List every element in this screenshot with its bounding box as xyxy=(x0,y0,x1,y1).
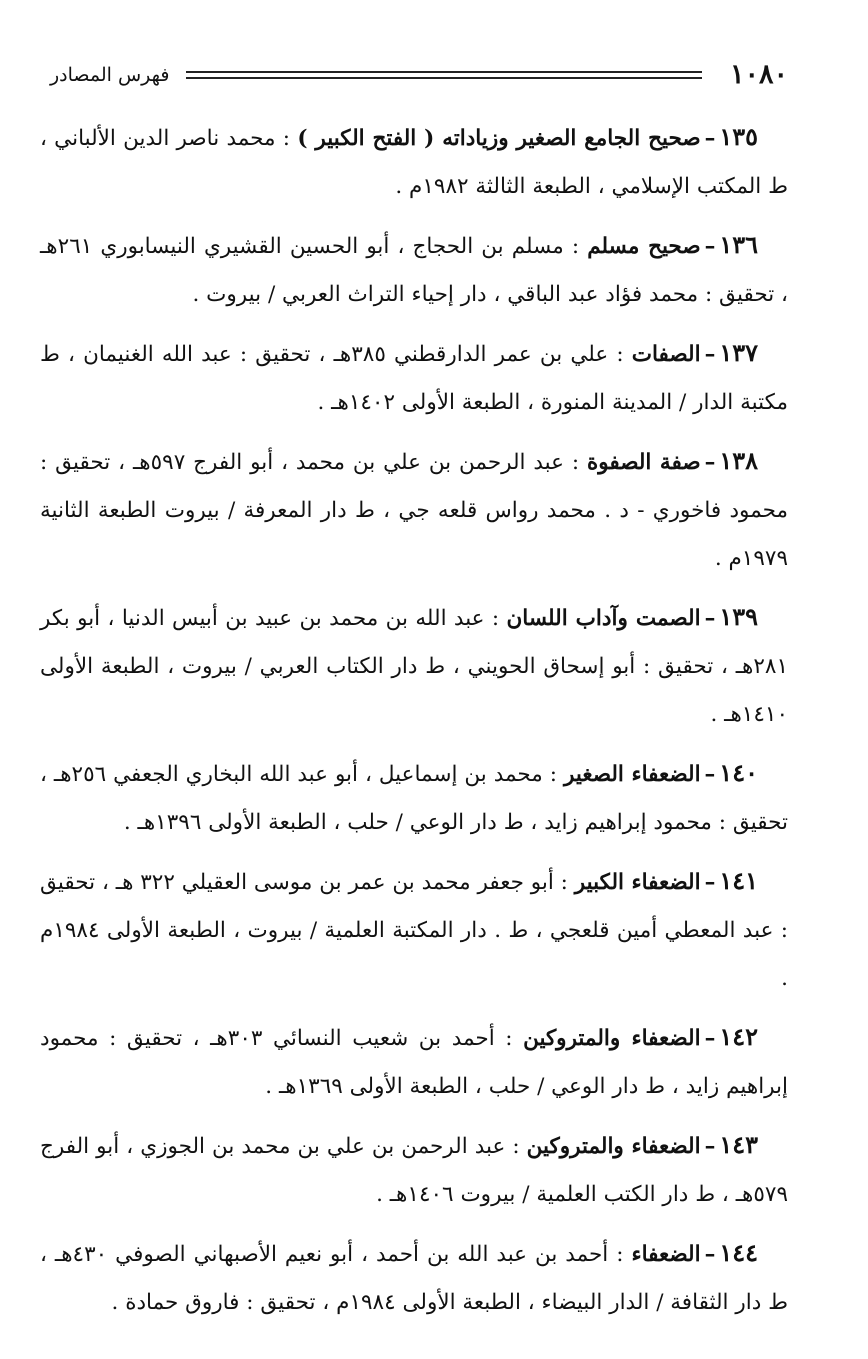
entry-title: صحيح مسلم xyxy=(587,234,701,259)
bibliography-entry xyxy=(40,1229,788,1327)
entry-body: : أبو جعفر محمد بن عمر بن موسى العقيلي ٣٢٢ هـ ، تحقيق : عبد المعطي أمين قلعجي ، ط . دار المكتبة العلمية / بيروت ، الطبعة الأولى ١٩٨٤م . xyxy=(40,870,788,991)
bibliography-entry xyxy=(40,329,788,427)
entry-dash: – xyxy=(704,1134,716,1159)
bibliography-list xyxy=(40,113,788,1337)
entry-number: ١٣٨ xyxy=(719,446,759,475)
entry-body: : أحمد بن شعيب النسائي ٣٠٣هـ ، تحقيق : محمود إبراهيم زايد ، ط دار الوعي / حلب ، الطبعة الأولى ١٣٦٩هـ . xyxy=(40,1026,788,1099)
entry-body: : عبد الرحمن بن علي بن محمد بن الجوزي ، أبو الفرج ٥٧٩هـ ، ط دار الكتب العلمية / بيروت ١٤٠٦هـ . xyxy=(40,1134,788,1207)
entry-number: ١٣٦ xyxy=(719,230,758,259)
entry-number: ١٤١ xyxy=(719,866,758,895)
entry-number: ١٤٣ xyxy=(719,1130,759,1159)
entry-title: الضعفاء والمتروكين xyxy=(523,1026,701,1051)
entry-dash: – xyxy=(704,450,716,475)
entry-dash: – xyxy=(704,342,716,367)
bibliography-entry xyxy=(40,1013,788,1111)
entry-dash: – xyxy=(704,762,716,787)
entry-title: الضعفاء xyxy=(631,1242,701,1267)
page-number: ١٠٨٠ xyxy=(729,59,788,90)
entry-title: الضعفاء الكبير xyxy=(574,870,701,895)
entry-body: : علي بن عمر الدارقطني ٣٨٥هـ ، تحقيق : عبد الله الغنيمان ، ط مكتبة الدار / المدينة المنورة ، الطبعة الأولى ١٤٠٢هـ . xyxy=(40,342,788,415)
entry-title: الصمت وآداب اللسان xyxy=(506,606,701,631)
page-header xyxy=(50,58,788,92)
bibliography-entry xyxy=(40,113,788,211)
entry-title: صفة الصفوة xyxy=(586,450,701,475)
entry-number: ١٤٢ xyxy=(719,1022,758,1051)
entry-number: ١٣٩ xyxy=(719,602,758,631)
entry-title: الضعفاء والمتروكين xyxy=(526,1134,701,1159)
entry-number: ١٤٠ xyxy=(719,758,758,787)
entry-number: ١٣٥ xyxy=(719,122,759,151)
entry-body: : محمد بن إسماعيل ، أبو عبد الله البخاري الجعفي ٢٥٦هـ ، تحقيق : محمود إبراهيم زايد ، ط دار الوعي / حلب ، الطبعة الأولى ١٣٩٦هـ . xyxy=(40,762,788,835)
entry-dash: – xyxy=(704,1026,716,1051)
entry-dash: – xyxy=(704,126,716,151)
bibliography-entry xyxy=(40,221,788,319)
entry-number: ١٤٤ xyxy=(719,1238,758,1267)
entry-title: الصفات xyxy=(631,342,701,367)
entry-body: : عبد الله بن محمد بن عبيد بن أبيس الدنيا ، أبو بكر ٢٨١هـ ، تحقيق : أبو إسحاق الحويني ، ط دار الكتاب العربي / بيروت ، الطبعة الأولى ١٤١٠هـ . xyxy=(40,606,788,727)
bibliography-entry xyxy=(40,593,788,739)
entry-number: ١٣٧ xyxy=(719,338,758,367)
bibliography-entry xyxy=(40,857,788,1003)
entry-body: : محمد ناصر الدين الألباني ، ط المكتب الإسلامي ، الطبعة الثالثة ١٩٨٢م . xyxy=(40,126,788,199)
entry-dash: – xyxy=(704,1242,716,1267)
entry-dash: – xyxy=(704,234,716,259)
entry-body: : عبد الرحمن بن علي بن محمد ، أبو الفرج ٥٩٧هـ ، تحقيق : محمود فاخوري - د . محمد رواس قلعه جي ، ط دار المعرفة / بيروت الطبعة الثانية ١٩٧٩م . xyxy=(40,450,788,571)
running-title: فهرس المصادر xyxy=(50,64,170,86)
entry-title: الضعفاء الصغير xyxy=(563,762,701,787)
entry-dash: – xyxy=(704,870,716,895)
entry-body: : مسلم بن الحجاج ، أبو الحسين القشيري النيسابوري ٢٦١هـ ، تحقيق : محمد فؤاد عبد الباقي ، دار إحياء التراث العربي / بيروت . xyxy=(40,234,788,307)
bibliography-entry xyxy=(40,437,788,583)
entry-body: : أحمد بن عبد الله بن أحمد ، أبو نعيم الأصبهاني الصوفي ٤٣٠هـ ، ط دار الثقافة / الدار البيضاء ، الطبعة الأولى ١٩٨٤م ، تحقيق : فاروق حمادة . xyxy=(40,1242,788,1315)
bibliography-entry xyxy=(40,749,788,847)
entry-dash: – xyxy=(704,606,716,631)
bibliography-entry xyxy=(40,1121,788,1219)
entry-title: صحيح الجامع الصغير وزياداته ( الفتح الكبير ) xyxy=(297,126,701,151)
header-double-rule xyxy=(186,71,702,79)
